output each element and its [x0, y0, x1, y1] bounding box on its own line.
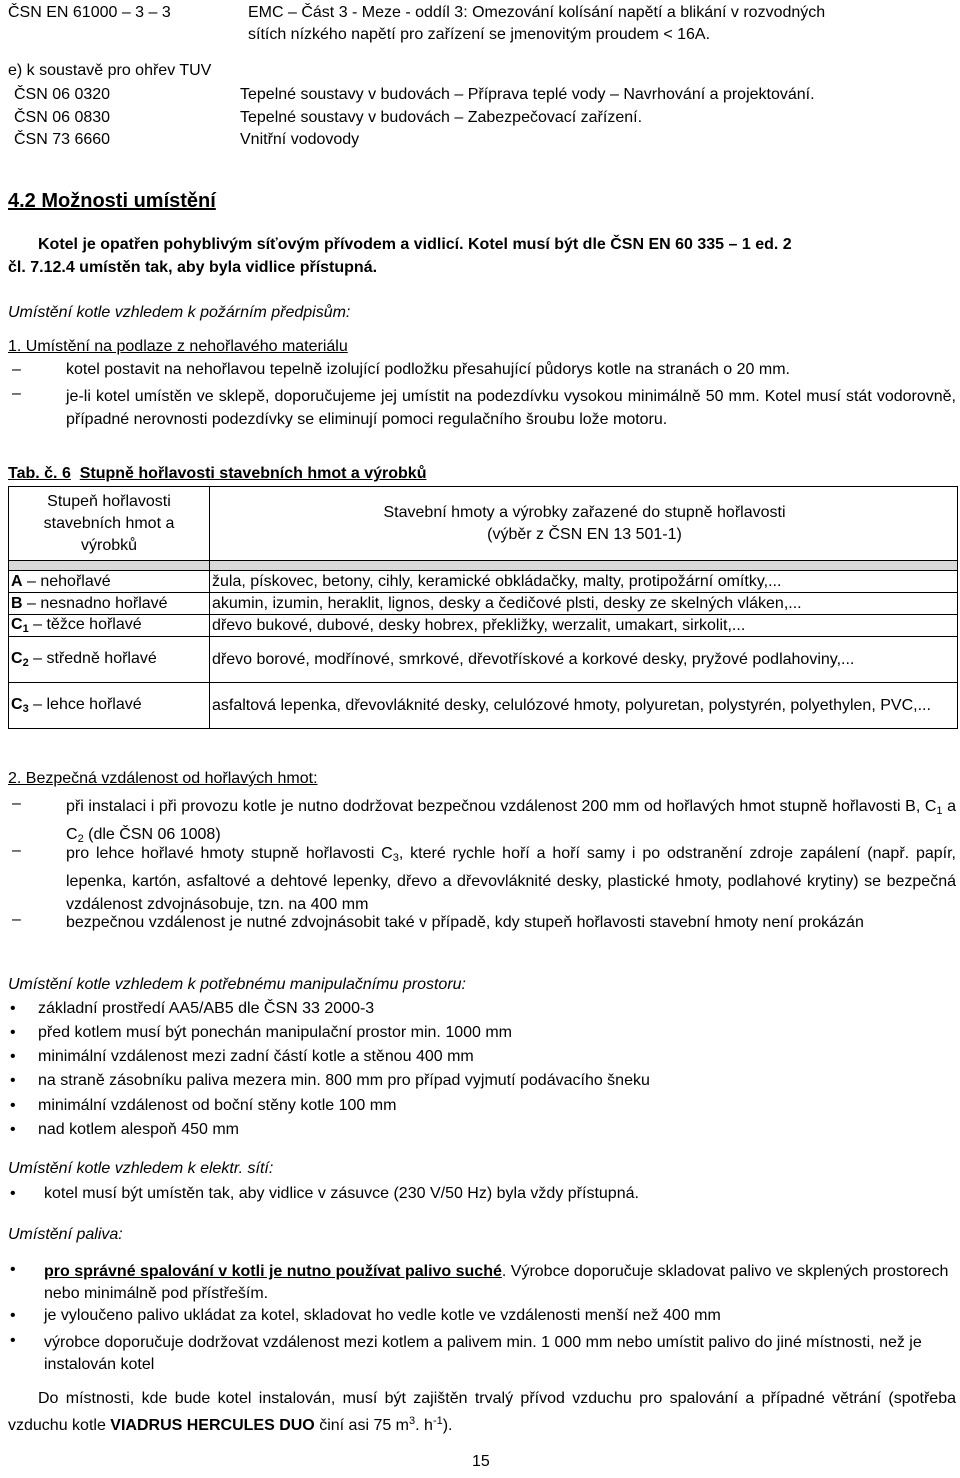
bullet-dot: • [10, 1261, 16, 1278]
closing-paragraph: Do místnosti, kde bude kotel instalován, musí být zajištěn trvalý přívod vzduchu pro spalování a případné větrání (spotřeba vzduchu kotle VIADRUS HERCULES DUO činí asi 75 $m^3$. $h^{-1}$). [8, 1390, 956, 1434]
bullet-dot: • [10, 1097, 16, 1114]
bullet-dot: • [10, 1332, 16, 1349]
table-head-right: Stavební hmoty a výrobky zařazené do stupně hořlavosti (výběr z ČSN EN 13 501-1) [210, 487, 958, 561]
standard-code: ČSN EN 61000 – 3 – 3 [8, 4, 171, 21]
distance-item: při instalaci i při provozu kotle je nutno dodržovat bezpečnou vzdálenost 200 mm od hořlavých hmot stupně hořlavosti B, C1 a C2 (dle ČSN 06 1008) [66, 798, 956, 845]
fuel-title: Umístění paliva: [8, 1226, 123, 1243]
page-number: 15 [472, 1453, 490, 1470]
dash-bullet: – [12, 842, 21, 859]
floor-title: 1. Umístění na podlaze z nehořlavého materiálu [8, 338, 348, 355]
section-e-title: e) k soustavě pro ohřev TUV [8, 62, 212, 79]
table-caption [8, 465, 426, 483]
table-row: B – nesnadno hořlavé akumin, izumin, heraklit, lignos, desky a čedičové plsti, desky ze skelných vláken,... [9, 593, 958, 615]
manip-item: minimální vzdálenost od boční stěny kotle 100 mm [38, 1097, 397, 1114]
floor-item: je-li kotel umístěn ve sklepě, doporučujeme jej umístit na podezdívku vysokou minimálně 50 mm. Kotel musí stát vodorovně, případné nerovnosti podezdívky se eliminují pomoci regulačního šroubu lože motoru. [66, 388, 956, 428]
bullet-dot: • [10, 1121, 16, 1138]
bullet-dot: • [10, 1185, 16, 1202]
dash-bullet: – [12, 385, 21, 402]
manip-item: minimální vzdálenost mezi zadní částí kotle a stěnou 400 mm [38, 1048, 474, 1065]
standard-code: ČSN 73 6660 [14, 131, 111, 148]
fuel-item: výrobce doporučuje dodržovat vzdálenost mezi kotlem a palivem min. 1 000 mm nebo umístit palivo do jiné místnosti, než je instalován kotel [44, 1334, 922, 1373]
dash-bullet: – [12, 361, 21, 378]
table-title: Stupně hořlavosti stavebních hmot a výrobků [79, 465, 427, 482]
bullet-dot: • [10, 1000, 16, 1017]
dash-bullet: – [12, 911, 21, 928]
floor-item: kotel postavit na nehořlavou tepelně izolující podložku přesahující půdorys kotle na stranách o 20 mm. [66, 361, 790, 378]
standard-title-line2: sítích nízkého napětí pro zařízení se jmenovitým proudem < 16A. [248, 26, 711, 43]
distance-title: 2. Bezpečná vzdálenost od hořlavých hmot: [8, 770, 318, 787]
standard-title: Tepelné soustavy v budovách – Příprava teplé vody – Navrhování a projektování. [240, 86, 815, 103]
distance-item: pro lehce hořlavé hmoty stupně hořlavosti C3, které rychle hoří a hoří samy i po odstranění zdroje zapálení (např. papír, lepenka, kartón, asfaltové a dehtové lepenky, dřevo a dřevovláknité desky, plastické hmoty, podlahové krytiny) se bezpečná vzdálenost zdvojnásobuje, tzn. na 400 mm [66, 845, 957, 913]
bullet-dot: • [10, 1048, 16, 1065]
table-spacer [9, 561, 210, 571]
standard-title: Tepelné soustavy v budovách – Zabezpečovací zařízení. [240, 109, 643, 126]
elec-item: kotel musí být umístěn tak, aby vidlice v zásuvce (230 V/50 Hz) byla vždy přístupná. [44, 1185, 639, 1202]
bullet-dot: • [10, 1024, 16, 1041]
manip-title: Umístění kotle vzhledem k potřebnému manipulačnímu prostoru: [8, 976, 466, 993]
standard-code: ČSN 06 0320 [14, 86, 111, 103]
bullet-dot: • [10, 1307, 16, 1324]
fire-title: Umístění kotle vzhledem k požárním předpisům: [8, 304, 351, 321]
elec-title: Umístění kotle vzhledem k elektr. sítí: [8, 1160, 274, 1177]
section-heading: 4.2 Možnosti umístění [8, 190, 216, 212]
bullet-dot: • [10, 1072, 16, 1089]
intro-line2: čl. 7.12.4 umístěn tak, aby byla vidlice přístupná. [8, 259, 378, 276]
intro-line1: Kotel je opatřen pohyblivým síťovým přívodem a vidlicí. Kotel musí být dle ČSN EN 60 335 – 1 ed. 2 [38, 236, 792, 253]
standard-code: ČSN 06 0830 [14, 109, 111, 126]
distance-item: bezpečnou vzdálenost je nutné zdvojnásobit také v případě, kdy stupeň hořlavosti stavební hmoty není prokázán [66, 914, 864, 931]
table-row: $C_3$ – lehce hořlavé asfaltová lepenka, dřevovláknité desky, celulózové hmoty, polyuretan, polystyrén, polyethylen, PVC,... [9, 683, 958, 729]
standard-title: Vnitřní vodovody [240, 131, 360, 148]
table-spacer [210, 561, 958, 571]
dash-bullet: – [12, 795, 21, 812]
table-row: A – nehořlavé žula, pískovec, betony, cihly, keramické obkládačky, malty, protipožární omítky,... [9, 571, 958, 593]
manip-item: před kotlem musí být ponechán manipulační prostor min. 1000 mm [38, 1024, 513, 1041]
manip-item: základní prostředí AA5/AB5 dle ČSN 33 2000-3 [38, 1000, 375, 1017]
fuel-item: je vyloučeno palivo ukládat za kotel, skladovat ho vedle kotle ve vzdálenosti menší než 400 mm [44, 1307, 721, 1324]
manip-item: na straně zásobníku paliva mezera min. 800 mm pro případ vyjmutí podávacího šneku [38, 1072, 650, 1089]
manip-item: nad kotlem alespoň 450 mm [38, 1121, 239, 1138]
table-number: Tab. č. 6 [8, 465, 71, 482]
table-head-left: Stupeň hořlavosti stavebních hmot a výrobků [9, 487, 210, 561]
fuel-item: pro správné spalování v kotli je nutno používat palivo suché. Výrobce doporučuje skladovat palivo ve skplených prostorech nebo minimálně pod přístřeším. [44, 1263, 949, 1302]
table-row: $C_1$ – těžce hořlavé dřevo bukové, dubové, desky hobrex, překližky, werzalit, umakart, sirkolit,... [9, 615, 958, 637]
flammability-table [8, 486, 958, 729]
table-row: $C_2$ – středně hořlavé dřevo borové, modřínové, smrkové, dřevotřískové a korkové desky, pryžové podlahoviny,... [9, 637, 958, 683]
standard-title-line1: EMC – Část 3 - Meze - oddíl 3: Omezování kolísání napětí a blikání v rozvodných [248, 4, 826, 21]
